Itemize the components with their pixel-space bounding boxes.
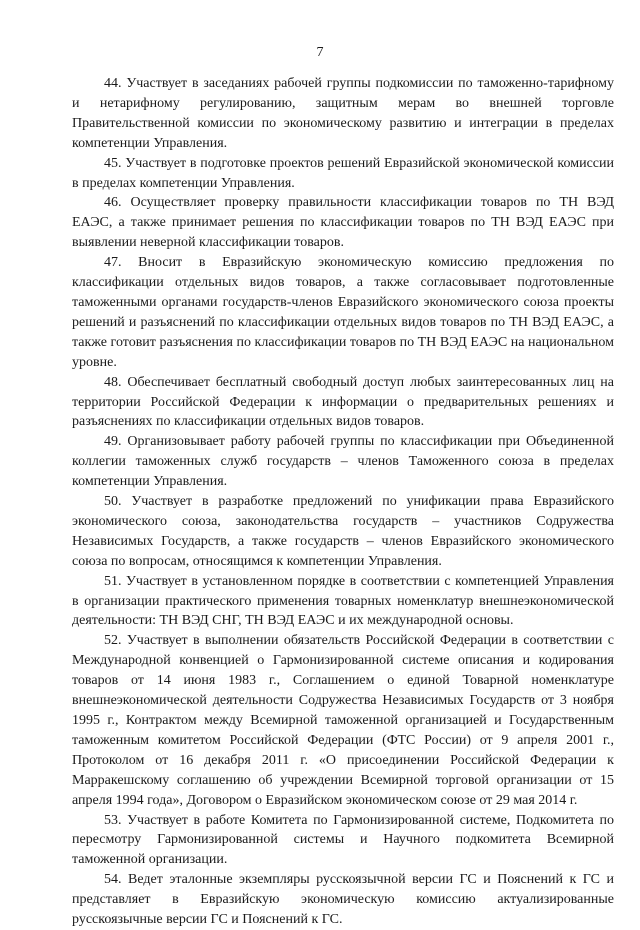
paragraph-44: 44. Участвует в заседаниях рабочей группы подкомиссии по таможенно-тарифному и нетарифному регулированию, защитным мерам во внешней торговле Правительственной комиссии по экономическому развитию и интеграции в пределах компетенции Управления. [72,76,614,151]
paragraph-50: 50. Участвует в разработке предложений по унификации права Евразийского экономического союза, законодательства государств – участников Содружества Независимых Государств, а также государств – членов Евразийского экономического союза по вопросам, относящимся к компетенции Управления. [72,494,614,569]
paragraph-48: 48. Обеспечивает бесплатный свободный доступ любых заинтересованных лиц на территории Российской Федерации к информации о предварительных решениях и разъяснениях по классификации отдельных видов товаров. [72,374,614,430]
document-body [72,74,614,930]
paragraph-45: 45. Участвует в подготовке проектов решений Евразийской экономической комиссии в пределах компетенции Управления. [72,155,614,191]
paragraph-53: 53. Участвует в работе Комитета по Гармонизированной системе, Подкомитета по пересмотру Гармонизированной системы и Научного подкомитета Всемирной таможенной организации. [72,812,614,868]
paragraph-49: 49. Организовывает работу рабочей группы по классификации при Объединенной коллегии таможенных служб государств – членов Таможенного союза в пределах компетенции Управления. [72,434,614,490]
paragraph-51: 51. Участвует в установленном порядке в соответствии с компетенцией Управления в организации практического применения товарных номенклатур внешнеэкономической деятельности: ТН ВЭД СНГ, ТН ВЭД ЕАЭС и их международной основы. [72,573,614,629]
paragraph-47: 47. Вносит в Евразийскую экономическую комиссию предложения по классификации отдельных видов товаров, а также согласовывает подготовленные таможенными органами государств-членов Евразийского экономического союза проекты решений и разъяснений по классификации отдельных видов товаров по ТН ВЭД ЕАЭС, а также готовит разъяснения по классификации товаров по ТН ВЭД ЕАЭС на национальном уровне. [72,255,614,370]
paragraph-46: 46. Осуществляет проверку правильности классификации товаров по ТН ВЭД ЕАЭС, а также принимает решения по классификации товаров по ТН ВЭД ЕАЭС при выявлении неверной классификации товаров. [72,195,614,251]
page-number: 7 [316,45,324,60]
paragraph-54: 54. Ведет эталонные экземпляры русскоязычной версии ГС и Пояснений к ГС и представляет в Евразийскую экономическую комиссию актуализированные русскоязычные версии ГС и Пояснений к ГС. [72,872,614,928]
paragraph-52: 52. Участвует в выполнении обязательств Российской Федерации в соответствии с Международной конвенцией о Гармонизированной системе описания и кодирования товаров от 14 июня 1983 г., Соглашением о единой Товарной номенклатуре внешнеэкономической деятельности Содружества Независимых Государств от 3 ноября 1995 г., Контрактом между Всемирной таможенной организацией и Государственным таможенным комитетом Российской Федерации (ФТС России) от 9 апреля 2001 г., Протоколом от 16 декабря 2011 г. «О присоединении Российской Федерации к Марракешскому соглашению об учреждении Всемирной торговой организации от 15 апреля 1994 года», Договором о Евразийском экономическом союзе от 29 мая 2014 г. [72,633,614,808]
